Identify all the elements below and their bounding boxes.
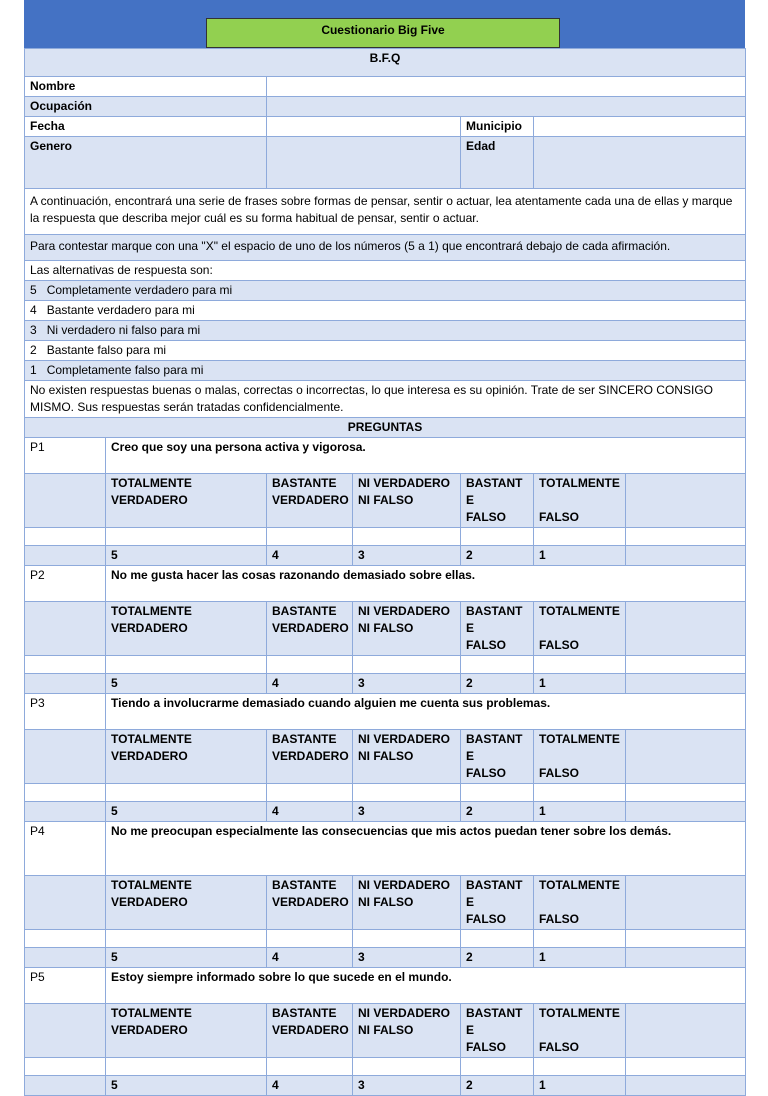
question-text: Creo que soy una persona activa y vigorosa. <box>106 438 746 474</box>
option-number-3: 3 <box>353 802 461 822</box>
edad-input[interactable] <box>534 137 746 189</box>
option-label-4: BASTANTE VERDADERO <box>267 474 353 528</box>
answer-spacer <box>626 656 746 674</box>
option-number-1: 1 <box>534 948 626 968</box>
answer-cell-1[interactable] <box>534 528 626 546</box>
options-row <box>25 1004 746 1058</box>
option-number-2: 2 <box>461 1076 534 1096</box>
alternative-num: 3 <box>30 323 37 337</box>
option-number-4: 4 <box>267 802 353 822</box>
answer-cell-4[interactable] <box>267 930 353 948</box>
answer-spacer <box>626 930 746 948</box>
option-number-4: 4 <box>267 1076 353 1096</box>
answer-spacer <box>25 930 106 948</box>
option-label-2: BASTANT E FALSO <box>461 602 534 656</box>
options-row <box>25 602 746 656</box>
alternative-3 <box>25 321 746 341</box>
option-number-2: 2 <box>461 802 534 822</box>
question-id: P1 <box>25 438 106 474</box>
question-id: P3 <box>25 694 106 730</box>
answer-cell-4[interactable] <box>267 656 353 674</box>
option-label-2: BASTANT E FALSO <box>461 1004 534 1058</box>
alternative-5 <box>25 281 746 301</box>
option-label-5: TOTALMENTE VERDADERO <box>106 602 267 656</box>
option-number-3: 3 <box>353 948 461 968</box>
header-bar <box>24 0 745 48</box>
answer-cell-5[interactable] <box>106 1058 267 1076</box>
options-row <box>25 730 746 784</box>
option-label-1: TOTALMENTE FALSO <box>534 474 626 528</box>
answer-spacer <box>25 1058 106 1076</box>
option-number-5: 5 <box>106 546 267 566</box>
options-row <box>25 876 746 930</box>
alternatives-header: Las alternativas de respuesta son: <box>25 261 746 281</box>
numbers-row <box>25 948 746 968</box>
options-spacer <box>25 730 106 784</box>
question-row <box>25 438 746 474</box>
question-row <box>25 822 746 876</box>
option-label-3: NI VERDADERO NI FALSO <box>353 602 461 656</box>
answer-cell-2[interactable] <box>461 930 534 948</box>
question-text: Tiendo a involucrarme demasiado cuando alguien me cuenta sus problemas. <box>106 694 746 730</box>
option-number-1: 1 <box>534 674 626 694</box>
answer-cell-3[interactable] <box>353 930 461 948</box>
label-edad: Edad <box>461 137 534 189</box>
answer-cell-2[interactable] <box>461 656 534 674</box>
numbers-spacer <box>25 948 106 968</box>
option-label-4: BASTANTE VERDADERO <box>267 602 353 656</box>
option-number-4: 4 <box>267 948 353 968</box>
alternative-num: 2 <box>30 343 37 357</box>
question-text: No me gusta hacer las cosas razonando demasiado sobre ellas. <box>106 566 746 602</box>
option-number-5: 5 <box>106 948 267 968</box>
label-municipio: Municipio <box>461 117 534 137</box>
fecha-input[interactable] <box>267 117 461 137</box>
nombre-input[interactable] <box>267 77 746 97</box>
label-ocupacion: Ocupación <box>25 97 267 117</box>
option-label-1: TOTALMENTE FALSO <box>534 1004 626 1058</box>
numbers-row <box>25 546 746 566</box>
numbers-spacer <box>626 546 746 566</box>
options-spacer <box>626 730 746 784</box>
answer-cell-3[interactable] <box>353 656 461 674</box>
alternative-text: Bastante verdadero para mi <box>46 303 195 317</box>
question-row <box>25 566 746 602</box>
alternative-text: Completamente falso para mi <box>46 363 204 377</box>
answer-cell-1[interactable] <box>534 930 626 948</box>
option-number-1: 1 <box>534 802 626 822</box>
municipio-input[interactable] <box>534 117 746 137</box>
answer-cell-5[interactable] <box>106 656 267 674</box>
instructions-sincere: No existen respuestas buenas o malas, correctas o incorrectas, lo que interesa es su opinión. Trate de ser SINCERO CONSIGO MISMO. Sus respuestas serán tratadas confidencialmente. <box>25 381 746 418</box>
option-label-5: TOTALMENTE VERDADERO <box>106 1004 267 1058</box>
answer-cell-3[interactable] <box>353 1058 461 1076</box>
form-title: Cuestionario Big Five <box>206 18 560 48</box>
option-number-2: 2 <box>461 546 534 566</box>
answer-cell-2[interactable] <box>461 784 534 802</box>
option-label-2: BASTANT E FALSO <box>461 876 534 930</box>
subtitle: B.F.Q <box>25 49 746 77</box>
option-number-2: 2 <box>461 948 534 968</box>
option-label-3: NI VERDADERO NI FALSO <box>353 730 461 784</box>
answer-spacer <box>626 1058 746 1076</box>
options-spacer <box>626 474 746 528</box>
alternative-num: 1 <box>30 363 37 377</box>
alternative-text: Bastante falso para mi <box>46 343 167 357</box>
option-label-4: BASTANTE VERDADERO <box>267 730 353 784</box>
option-number-4: 4 <box>267 674 353 694</box>
questionnaire-sheet <box>24 0 745 1092</box>
question-text: Estoy siempre informado sobre lo que sucede en el mundo. <box>106 968 746 1004</box>
answer-cell-1[interactable] <box>534 656 626 674</box>
question-row <box>25 968 746 1004</box>
alternative-4 <box>25 301 746 321</box>
option-label-2: BASTANT E FALSO <box>461 730 534 784</box>
answer-cell-4[interactable] <box>267 528 353 546</box>
question-id: P4 <box>25 822 106 876</box>
option-label-1: TOTALMENTE FALSO <box>534 876 626 930</box>
options-spacer <box>626 876 746 930</box>
option-label-3: NI VERDADERO NI FALSO <box>353 1004 461 1058</box>
numbers-row <box>25 802 746 822</box>
question-row <box>25 694 746 730</box>
options-spacer <box>626 1004 746 1058</box>
questions-body <box>25 438 746 1096</box>
options-spacer <box>25 876 106 930</box>
answer-cell-2[interactable] <box>461 528 534 546</box>
option-label-1: TOTALMENTE FALSO <box>534 602 626 656</box>
option-label-5: TOTALMENTE VERDADERO <box>106 876 267 930</box>
answer-row <box>25 1058 746 1076</box>
options-spacer <box>626 602 746 656</box>
instructions-intro: A continuación, encontrará una serie de frases sobre formas de pensar, sentir o actuar, lea atentamente cada una de ellas y marque la respuesta que describa mejor cuál es su forma habitual de pensar, sentir o actuar. <box>25 189 746 235</box>
ocupacion-input[interactable] <box>267 97 746 117</box>
option-number-2: 2 <box>461 674 534 694</box>
numbers-spacer <box>626 802 746 822</box>
alternative-text: Completamente verdadero para mi <box>46 283 233 297</box>
question-id: P2 <box>25 566 106 602</box>
alternative-num: 5 <box>30 283 37 297</box>
answer-cell-1[interactable] <box>534 784 626 802</box>
answer-cell-5[interactable] <box>106 784 267 802</box>
option-label-3: NI VERDADERO NI FALSO <box>353 474 461 528</box>
option-label-5: TOTALMENTE VERDADERO <box>106 730 267 784</box>
option-number-5: 5 <box>106 674 267 694</box>
option-number-1: 1 <box>534 546 626 566</box>
option-number-3: 3 <box>353 674 461 694</box>
option-label-3: NI VERDADERO NI FALSO <box>353 876 461 930</box>
option-number-1: 1 <box>534 1076 626 1096</box>
option-number-3: 3 <box>353 546 461 566</box>
option-number-3: 3 <box>353 1076 461 1096</box>
answer-row <box>25 656 746 674</box>
label-genero: Genero <box>25 137 267 189</box>
alternative-2 <box>25 341 746 361</box>
answer-cell-4[interactable] <box>267 784 353 802</box>
preguntas-header: PREGUNTAS <box>25 418 746 438</box>
question-text: No me preocupan especialmente las consecuencias que mis actos puedan tener sobre los demás. <box>106 822 746 876</box>
option-number-4: 4 <box>267 546 353 566</box>
alternative-1 <box>25 361 746 381</box>
answer-row <box>25 784 746 802</box>
option-number-5: 5 <box>106 1076 267 1096</box>
numbers-row <box>25 674 746 694</box>
answer-cell-2[interactable] <box>461 1058 534 1076</box>
answer-cell-3[interactable] <box>353 784 461 802</box>
options-spacer <box>25 1004 106 1058</box>
numbers-spacer <box>25 802 106 822</box>
option-label-4: BASTANTE VERDADERO <box>267 1004 353 1058</box>
numbers-row <box>25 1076 746 1096</box>
options-spacer <box>25 602 106 656</box>
instructions-mark: Para contestar marque con una "X" el espacio de uno de los números (5 a 1) que encontrará debajo de cada afirmación. <box>25 235 746 261</box>
questionnaire-table <box>24 48 746 1096</box>
answer-cell-5[interactable] <box>106 930 267 948</box>
option-label-5: TOTALMENTE VERDADERO <box>106 474 267 528</box>
numbers-spacer <box>626 674 746 694</box>
numbers-spacer <box>626 948 746 968</box>
answer-spacer <box>25 784 106 802</box>
options-row <box>25 474 746 528</box>
alternative-text: Ni verdadero ni falso para mi <box>46 323 201 337</box>
answer-spacer <box>25 528 106 546</box>
numbers-spacer <box>25 674 106 694</box>
option-label-2: BASTANT E FALSO <box>461 474 534 528</box>
answer-spacer <box>626 528 746 546</box>
answer-row <box>25 930 746 948</box>
numbers-spacer <box>25 1076 106 1096</box>
answer-cell-5[interactable] <box>106 528 267 546</box>
numbers-spacer <box>626 1076 746 1096</box>
option-label-1: TOTALMENTE FALSO <box>534 730 626 784</box>
answer-spacer <box>25 656 106 674</box>
label-nombre: Nombre <box>25 77 267 97</box>
label-fecha: Fecha <box>25 117 267 137</box>
option-number-5: 5 <box>106 802 267 822</box>
answer-cell-1[interactable] <box>534 1058 626 1076</box>
answer-cell-4[interactable] <box>267 1058 353 1076</box>
answer-row <box>25 528 746 546</box>
answer-cell-3[interactable] <box>353 528 461 546</box>
genero-input[interactable] <box>267 137 461 189</box>
numbers-spacer <box>25 546 106 566</box>
option-label-4: BASTANTE VERDADERO <box>267 876 353 930</box>
options-spacer <box>25 474 106 528</box>
question-id: P5 <box>25 968 106 1004</box>
answer-spacer <box>626 784 746 802</box>
alternative-num: 4 <box>30 303 37 317</box>
